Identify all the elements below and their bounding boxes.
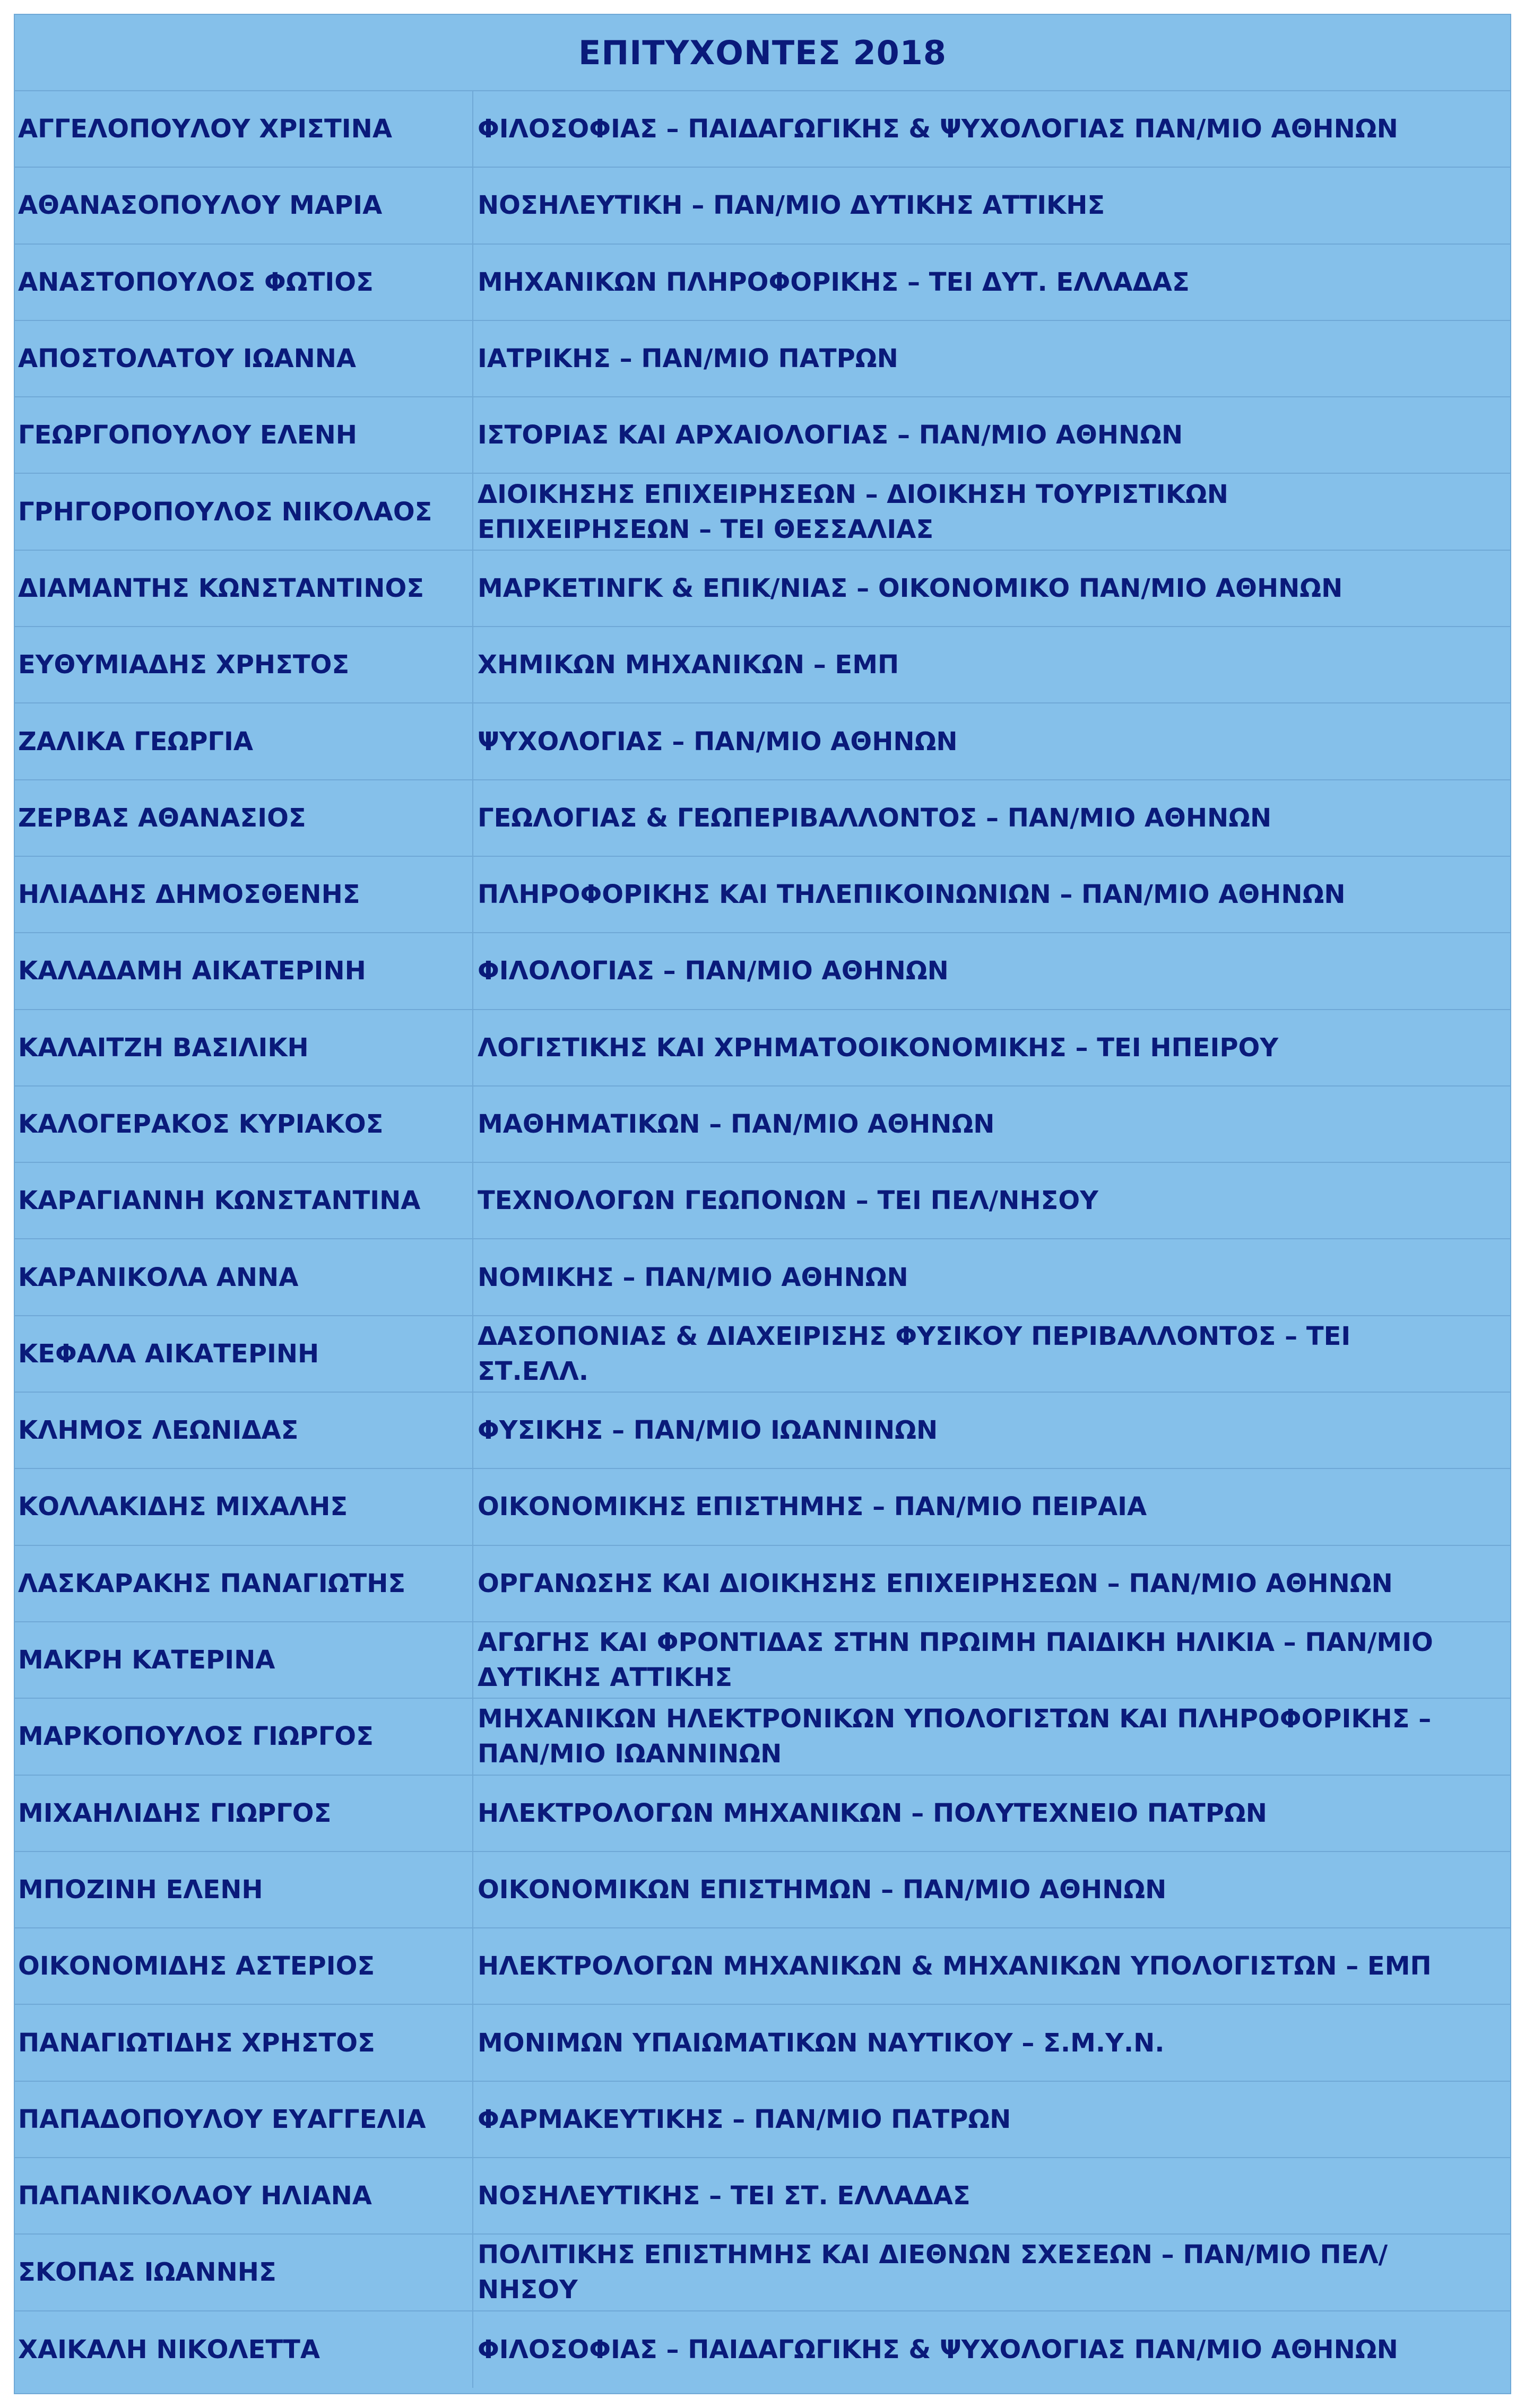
student-name-cell: ΕΥΘΥΜΙΑΔΗΣ ΧΡΗΣΤΟΣ <box>15 627 473 702</box>
department-cell: ΗΛΕΚΤΡΟΛΟΓΩΝ ΜΗΧΑΝΙΚΩΝ – ΠΟΛΥΤΕΧΝΕΙΟ ΠΑΤΡΩΝ <box>478 1798 1267 1828</box>
table-row <box>15 397 1510 474</box>
table-row <box>15 1010 1510 1086</box>
student-name-cell: ΜΑΚΡΗ ΚΑΤΕΡΙΝΑ <box>15 1622 473 1698</box>
department-cell: ΔΙΟΙΚΗΣΗΣ ΕΠΙΧΕΙΡΗΣΕΩΝ – ΔΙΟΙΚΗΣΗ ΤΟΥΡΙΣΤΙΚΩΝ ΕΠΙΧΕΙΡΗΣΕΩΝ – ΤΕΙ ΘΕΣΣΑΛΙΑΣ <box>478 479 1228 544</box>
table-row <box>15 2158 1510 2235</box>
student-name-cell: ΚΕΦΑΛΑ ΑΙΚΑΤΕΡΙΝΗ <box>15 1316 473 1392</box>
student-name-cell: ΑΝΑΣΤΟΠΟΥΛΟΣ ΦΩΤΙΟΣ <box>15 245 473 320</box>
department-cell: ΦΥΣΙΚΗΣ – ΠΑΝ/ΜΙΟ ΙΩΑΝΝΙΝΩΝ <box>478 1415 938 1446</box>
table-row <box>15 933 1510 1010</box>
student-name-cell: ΧΑΙΚΑΛΗ ΝΙΚΟΛΕΤΤΑ <box>15 2311 473 2388</box>
table-row <box>15 1393 1510 1469</box>
table-row <box>15 1239 1510 1316</box>
department-cell: ΜΗΧΑΝΙΚΩΝ ΗΛΕΚΤΡΟΝΙΚΩΝ ΥΠΟΛΟΓΙΣΤΩΝ ΚΑΙ ΠΛΗΡΟΦΟΡΙΚΗΣ – ΠΑΝ/ΜΙΟ ΙΩΑΝΝΙΝΩΝ <box>478 1704 1432 1769</box>
department-cell: ΙΣΤΟΡΙΑΣ ΚΑΙ ΑΡΧΑΙΟΛΟΓΙΑΣ – ΠΑΝ/ΜΙΟ ΑΘΗΝΩΝ <box>478 420 1183 450</box>
student-name-cell: ΚΑΡΑΓΙΑΝΝΗ ΚΩΝΣΤΑΝΤΙΝΑ <box>15 1163 473 1238</box>
department-cell: ΝΟΣΗΛΕΥΤΙΚΗ – ΠΑΝ/ΜΙΟ ΔΥΤΙΚΗΣ ΑΤΤΙΚΗΣ <box>478 190 1105 221</box>
table-row <box>15 1163 1510 1239</box>
department-cell: ΨΥΧΟΛΟΓΙΑΣ – ΠΑΝ/ΜΙΟ ΑΘΗΝΩΝ <box>478 726 958 757</box>
table-row <box>15 2235 1510 2311</box>
student-name-cell: ΓΕΩΡΓΟΠΟΥΛΟΥ ΕΛΕΝΗ <box>15 397 473 473</box>
table-row <box>15 474 1510 550</box>
department-cell: ΑΓΩΓΗΣ ΚΑΙ ΦΡΟΝΤΙΔΑΣ ΣΤΗΝ ΠΡΩΙΜΗ ΠΑΙΔΙΚΗ ΗΛΙΚΙΑ – ΠΑΝ/ΜΙΟ ΔΥΤΙΚΗΣ ΑΤΤΙΚΗΣ <box>478 1628 1433 1693</box>
table-row <box>15 91 1510 168</box>
table-row <box>15 1316 1510 1393</box>
table-row <box>15 1852 1510 1928</box>
table-row <box>15 245 1510 321</box>
department-cell: ΠΛΗΡΟΦΟΡΙΚΗΣ ΚΑΙ ΤΗΛΕΠΙΚΟΙΝΩΝΙΩΝ – ΠΑΝ/ΜΙΟ ΑΘΗΝΩΝ <box>478 880 1346 910</box>
table-row <box>15 780 1510 857</box>
table-row <box>15 2311 1510 2388</box>
student-name-cell: ΚΟΛΛΑΚΙΔΗΣ ΜΙΧΑΛΗΣ <box>15 1469 473 1544</box>
table-row <box>15 1546 1510 1622</box>
department-cell: ΜΟΝΙΜΩΝ ΥΠΑΙΩΜΑΤΙΚΩΝ ΝΑΥΤΙΚΟΥ – Σ.Μ.Υ.Ν. <box>478 2028 1165 2058</box>
table-row <box>15 321 1510 397</box>
table-row <box>15 2005 1510 2081</box>
department-cell: ΜΑΡΚΕΤΙΝΓΚ & ΕΠΙΚ/ΝΙΑΣ – ΟΙΚΟΝΟΜΙΚΟ ΠΑΝ/ΜΙΟ ΑΘΗΝΩΝ <box>478 573 1343 603</box>
student-name-cell: ΜΑΡΚΟΠΟΥΛΟΣ ΓΙΩΡΓΟΣ <box>15 1699 473 1774</box>
student-name-cell: ΜΙΧΑΗΛΙΔΗΣ ΓΙΩΡΓΟΣ <box>15 1776 473 1851</box>
table-title-row <box>15 15 1510 91</box>
student-name-cell: ΑΠΟΣΤΟΛΑΤΟΥ ΙΩΑΝΝΑ <box>15 321 473 396</box>
student-name-cell: ΚΑΛΑΙΤΖΗ ΒΑΣΙΛΙΚΗ <box>15 1010 473 1085</box>
table-row <box>15 703 1510 780</box>
student-name-cell: ΟΙΚΟΝΟΜΙΔΗΣ ΑΣΤΕΡΙΟΣ <box>15 1928 473 2004</box>
student-name-cell: ΛΑΣΚΑΡΑΚΗΣ ΠΑΝΑΓΙΩΤΗΣ <box>15 1546 473 1621</box>
student-name-cell: ΚΛΗΜΟΣ ΛΕΩΝΙΔΑΣ <box>15 1393 473 1468</box>
department-cell: ΔΑΣΟΠΟΝΙΑΣ & ΔΙΑΧΕΙΡΙΣΗΣ ΦΥΣΙΚΟΥ ΠΕΡΙΒΑΛΛΟΝΤΟΣ – ΤΕΙ ΣΤ.ΕΛΛ. <box>478 1321 1351 1386</box>
table-row <box>15 551 1510 627</box>
student-name-cell: ΚΑΛΟΓΕΡΑΚΟΣ ΚΥΡΙΑΚΟΣ <box>15 1086 473 1162</box>
department-cell: ΟΡΓΑΝΩΣΗΣ ΚΑΙ ΔΙΟΙΚΗΣΗΣ ΕΠΙΧΕΙΡΗΣΕΩΝ – ΠΑΝ/ΜΙΟ ΑΘΗΝΩΝ <box>478 1568 1393 1598</box>
table-row <box>15 1086 1510 1163</box>
table-body <box>15 91 1510 2388</box>
department-cell: ΓΕΩΛΟΓΙΑΣ & ΓΕΩΠΕΡΙΒΑΛΛΟΝΤΟΣ – ΠΑΝ/ΜΙΟ ΑΘΗΝΩΝ <box>478 803 1272 833</box>
department-cell: ΤΕΧΝΟΛΟΓΩΝ ΓΕΩΠΟΝΩΝ – ΤΕΙ ΠΕΛ/ΝΗΣΟΥ <box>478 1186 1098 1216</box>
table-row <box>15 168 1510 244</box>
department-cell: ΟΙΚΟΝΟΜΙΚΩΝ ΕΠΙΣΤΗΜΩΝ – ΠΑΝ/ΜΙΟ ΑΘΗΝΩΝ <box>478 1874 1167 1905</box>
table-row <box>15 1622 1510 1699</box>
student-name-cell: ΖΕΡΒΑΣ ΑΘΑΝΑΣΙΟΣ <box>15 780 473 856</box>
department-cell: ΛΟΓΙΣΤΙΚΗΣ ΚΑΙ ΧΡΗΜΑΤΟΟΙΚΟΝΟΜΙΚΗΣ – ΤΕΙ ΗΠΕΙΡΟΥ <box>478 1032 1279 1063</box>
student-name-cell: ΚΑΛΑΔΑΜΗ ΑΙΚΑΤΕΡΙΝΗ <box>15 933 473 1009</box>
table-title: ΕΠΙΤΥΧΟΝΤΕΣ 2018 <box>578 33 947 72</box>
student-name-cell: ΔΙΑΜΑΝΤΗΣ ΚΩΝΣΤΑΝΤΙΝΟΣ <box>15 551 473 626</box>
department-cell: ΝΟΣΗΛΕΥΤΙΚΗΣ – ΤΕΙ ΣΤ. ΕΛΛΑΔΑΣ <box>478 2181 971 2211</box>
department-cell: ΜΗΧΑΝΙΚΩΝ ΠΛΗΡΟΦΟΡΙΚΗΣ – ΤΕΙ ΔΥΤ. ΕΛΛΑΔΑΣ <box>478 267 1190 297</box>
department-cell: ΦΙΛΟΛΟΓΙΑΣ – ΠΑΝ/ΜΙΟ ΑΘΗΝΩΝ <box>478 956 949 986</box>
student-name-cell: ΖΑΛΙΚΑ ΓΕΩΡΓΙΑ <box>15 703 473 779</box>
table-row <box>15 1776 1510 1852</box>
table-row <box>15 1928 1510 2005</box>
table-row <box>15 1469 1510 1545</box>
department-cell: ΦΙΛΟΣΟΦΙΑΣ – ΠΑΙΔΑΓΩΓΙΚΗΣ & ΨΥΧΟΛΟΓΙΑΣ ΠΑΝ/ΜΙΟ ΑΘΗΝΩΝ <box>478 2334 1398 2364</box>
student-name-cell: ΚΑΡΑΝΙΚΟΛΑ ΑΝΝΑ <box>15 1239 473 1315</box>
student-name-cell: ΑΓΓΕΛΟΠΟΥΛΟΥ ΧΡΙΣΤΙΝΑ <box>15 91 473 167</box>
department-cell: ΗΛΕΚΤΡΟΛΟΓΩΝ ΜΗΧΑΝΙΚΩΝ & ΜΗΧΑΝΙΚΩΝ ΥΠΟΛΟΓΙΣΤΩΝ – ΕΜΠ <box>478 1951 1432 1981</box>
department-cell: ΦΑΡΜΑΚΕΥΤΙΚΗΣ – ΠΑΝ/ΜΙΟ ΠΑΤΡΩΝ <box>478 2104 1011 2134</box>
student-name-cell: ΜΠΟΖΙΝΗ ΕΛΕΝΗ <box>15 1852 473 1927</box>
department-cell: ΟΙΚΟΝΟΜΙΚΗΣ ΕΠΙΣΤΗΜΗΣ – ΠΑΝ/ΜΙΟ ΠΕΙΡΑΙΑ <box>478 1492 1147 1522</box>
department-cell: ΦΙΛΟΣΟΦΙΑΣ – ΠΑΙΔΑΓΩΓΙΚΗΣ & ΨΥΧΟΛΟΓΙΑΣ ΠΑΝ/ΜΙΟ ΑΘΗΝΩΝ <box>478 114 1398 144</box>
student-name-cell: ΠΑΝΑΓΙΩΤΙΔΗΣ ΧΡΗΣΤΟΣ <box>15 2005 473 2080</box>
student-name-cell: ΠΑΠΑΔΟΠΟΥΛΟΥ ΕΥΑΓΓΕΛΙΑ <box>15 2082 473 2157</box>
department-cell: ΠΟΛΙΤΙΚΗΣ ΕΠΙΣΤΗΜΗΣ ΚΑΙ ΔΙΕΘΝΩΝ ΣΧΕΣΕΩΝ – ΠΑΝ/ΜΙΟ ΠΕΛ/ΝΗΣΟΥ <box>478 2240 1388 2305</box>
table-row <box>15 857 1510 933</box>
department-cell: ΝΟΜΙΚΗΣ – ΠΑΝ/ΜΙΟ ΑΘΗΝΩΝ <box>478 1262 908 1292</box>
table-row <box>15 627 1510 703</box>
student-name-cell: ΠΑΠΑΝΙΚΟΛΑΟΥ ΗΛΙΑΝΑ <box>15 2158 473 2233</box>
department-cell: ΧΗΜΙΚΩΝ ΜΗΧΑΝΙΚΩΝ – ΕΜΠ <box>478 650 899 680</box>
student-name-cell: ΑΘΑΝΑΣΟΠΟΥΛΟΥ ΜΑΡΙΑ <box>15 168 473 243</box>
table-row <box>15 2082 1510 2158</box>
student-name-cell: ΣΚΟΠΑΣ ΙΩΑΝΝΗΣ <box>15 2235 473 2310</box>
department-cell: ΜΑΘΗΜΑΤΙΚΩΝ – ΠΑΝ/ΜΙΟ ΑΘΗΝΩΝ <box>478 1109 995 1139</box>
results-table <box>14 14 1511 2394</box>
student-name-cell: ΓΡΗΓΟΡΟΠΟΥΛΟΣ ΝΙΚΟΛΑΟΣ <box>15 474 473 549</box>
table-row <box>15 1699 1510 1775</box>
department-cell: ΙΑΤΡΙΚΗΣ – ΠΑΝ/ΜΙΟ ΠΑΤΡΩΝ <box>478 344 898 374</box>
student-name-cell: ΗΛΙΑΔΗΣ ΔΗΜΟΣΘΕΝΗΣ <box>15 857 473 932</box>
